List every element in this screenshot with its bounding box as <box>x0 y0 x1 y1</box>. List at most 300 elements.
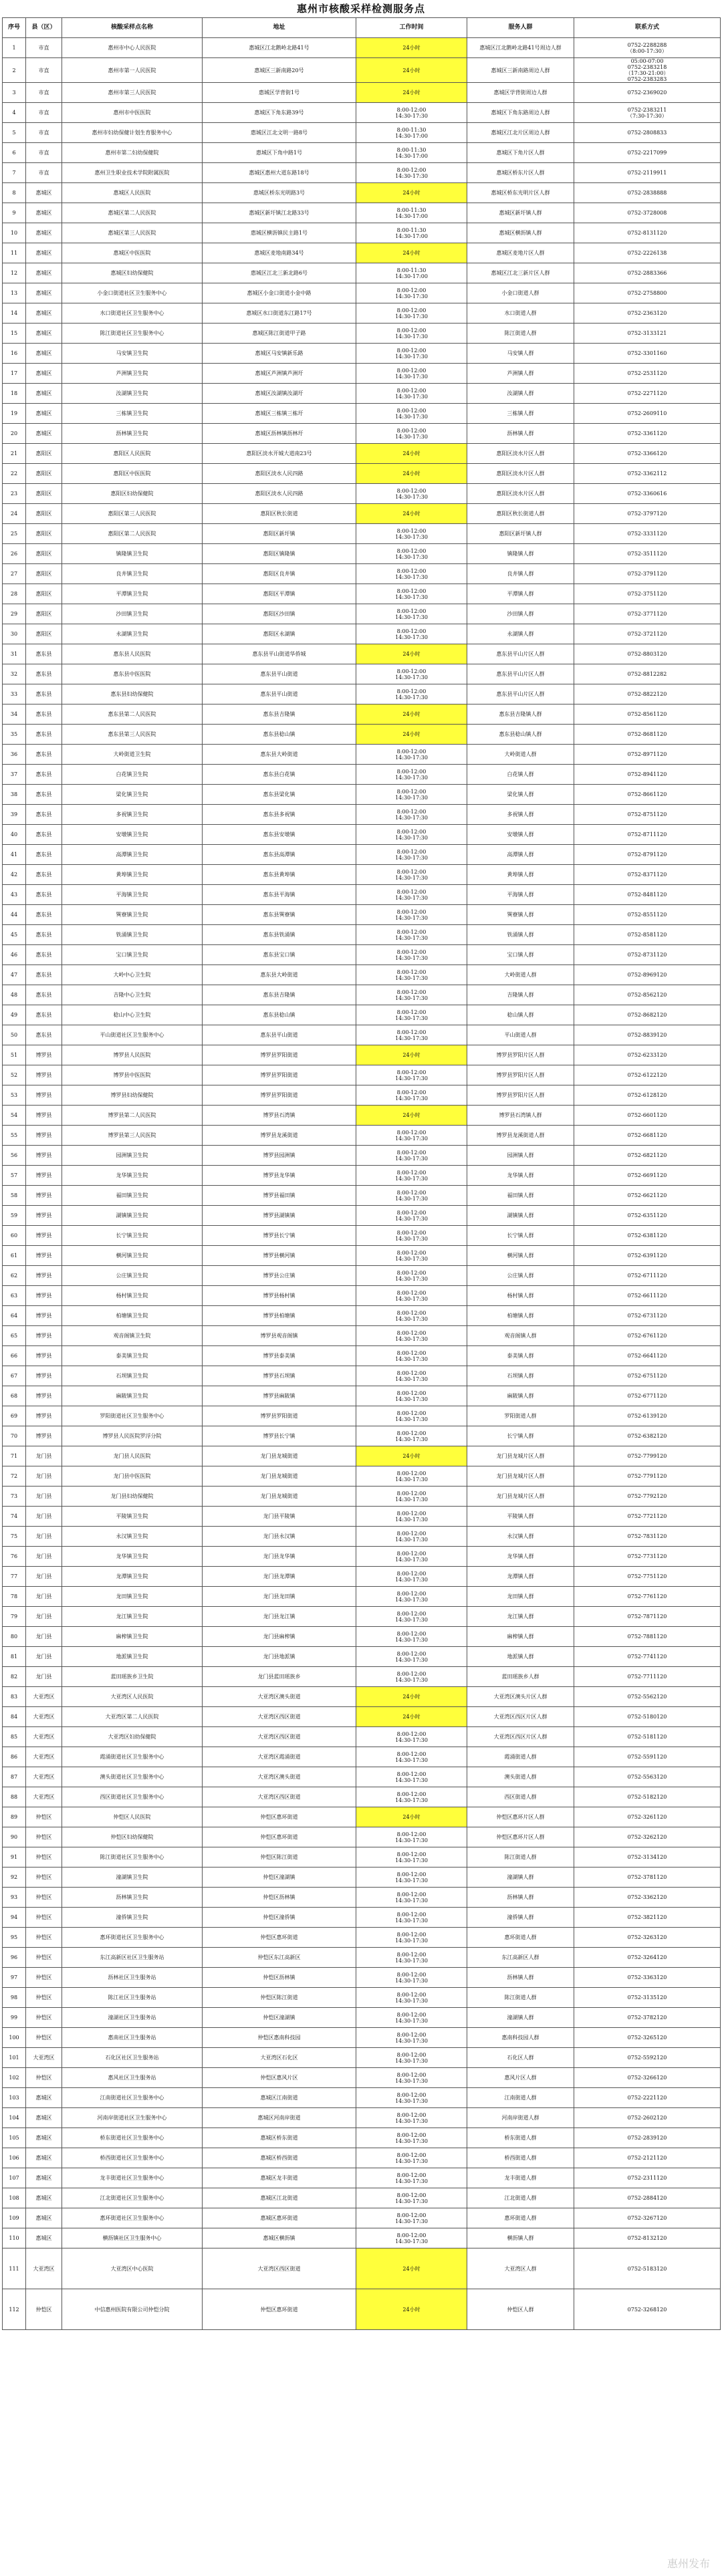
cell-site-name: 惠东县人民医院 <box>62 644 203 664</box>
table-row <box>3 1466 721 1487</box>
cell-service-group: 芦洲镇人群 <box>467 364 574 384</box>
cell-index: 90 <box>3 1827 26 1847</box>
cell-service-group: 桥西街道人群 <box>467 2148 574 2168</box>
cell-index: 38 <box>3 785 26 805</box>
cell-contact: 0752-2839120 <box>574 2128 721 2148</box>
cell-service-group: 惠城区下角片区人群 <box>467 143 574 163</box>
cell-service-group: 吉隆镇人群 <box>467 985 574 1005</box>
cell-hours: 8:00-12:00 14:30-17:30 <box>356 1888 467 1908</box>
cell-site-name: 仲恺区妇幼保健院 <box>62 1827 203 1847</box>
cell-district: 龙门县 <box>26 1507 62 1527</box>
cell-address: 惠阳区镇隆镇 <box>203 544 356 564</box>
cell-hours: 8:00-12:00 14:30-17:30 <box>356 885 467 905</box>
cell-contact: 0752-6611120 <box>574 1286 721 1306</box>
cell-address: 博罗县石坝镇 <box>203 1366 356 1386</box>
cell-site-name: 惠环街道社区卫生服务中心 <box>62 2208 203 2228</box>
cell-contact: 0752-2758800 <box>574 283 721 303</box>
table-row <box>3 1747 721 1767</box>
cell-address: 惠城区三栋镇三栋圩 <box>203 404 356 424</box>
table-row <box>3 2108 721 2128</box>
cell-district: 惠城区 <box>26 2108 62 2128</box>
cell-address: 龙门县麻榨镇 <box>203 1627 356 1647</box>
table-row <box>3 1326 721 1346</box>
cell-service-group: 公庄镇人群 <box>467 1266 574 1286</box>
cell-contact: 0752-6681120 <box>574 1126 721 1146</box>
table-row <box>3 1787 721 1807</box>
cell-address: 惠东县大岭街道 <box>203 745 356 765</box>
cell-hours: 8:00-12:00 14:30-17:30 <box>356 1787 467 1807</box>
cell-site-name: 沥林镇卫生院 <box>62 424 203 444</box>
cell-address: 博罗县长宁镇 <box>203 1426 356 1446</box>
cell-district: 惠东县 <box>26 805 62 825</box>
cell-service-group: 霞涌街道人群 <box>467 1747 574 1767</box>
cell-site-name: 大亚湾区中心医院 <box>62 2248 203 2289</box>
cell-service-group: 横沥镇人群 <box>467 2228 574 2248</box>
cell-district: 惠阳区 <box>26 544 62 564</box>
cell-service-group: 石化区人群 <box>467 2048 574 2068</box>
cell-hours: 8:00-12:00 14:30-17:30 <box>356 785 467 805</box>
cell-hours: 8:00-12:00 14:30-17:30 <box>356 1948 467 1968</box>
cell-hours: 8:00-12:00 14:30-17:30 <box>356 163 467 183</box>
table-row <box>3 1386 721 1406</box>
cell-hours: 8:00-12:00 14:30-17:30 <box>356 384 467 404</box>
cell-index: 55 <box>3 1126 26 1146</box>
cell-district: 龙门县 <box>26 1567 62 1587</box>
cell-service-group: 平潭镇人群 <box>467 584 574 604</box>
cell-hours: 24小时 <box>356 1446 467 1466</box>
cell-site-name: 永汉镇卫生院 <box>62 1527 203 1547</box>
cell-hours: 8:00-12:00 14:30-17:30 <box>356 103 467 123</box>
cell-site-name: 中信惠州医院有限公司仲恺分院 <box>62 2289 203 2330</box>
cell-index: 83 <box>3 1687 26 1707</box>
cell-site-name: 沥林镇卫生院 <box>62 1888 203 1908</box>
cell-district: 惠城区 <box>26 243 62 263</box>
cell-service-group: 龙华镇人群 <box>467 1166 574 1186</box>
cell-hours: 8:00-12:00 14:30-17:30 <box>356 1567 467 1587</box>
cell-district: 博罗县 <box>26 1246 62 1266</box>
cell-hours: 8:00-12:00 14:30-17:30 <box>356 344 467 364</box>
cell-district: 惠阳区 <box>26 504 62 524</box>
cell-contact: 0752-7792120 <box>574 1487 721 1507</box>
cell-service-group: 陈江街道人群 <box>467 1847 574 1867</box>
cell-district: 博罗县 <box>26 1386 62 1406</box>
cell-index: 7 <box>3 163 26 183</box>
cell-service-group: 惠城区下角东路周边人群 <box>467 103 574 123</box>
cell-site-name: 惠州市第三人民医院 <box>62 83 203 103</box>
cell-service-group: 园洲镇人群 <box>467 1146 574 1166</box>
cell-contact: 0752-6122120 <box>574 1065 721 1085</box>
cell-hours: 8:00-12:00 14:30-17:30 <box>356 283 467 303</box>
cell-service-group: 陈江街道人群 <box>467 324 574 344</box>
cell-index: 25 <box>3 524 26 544</box>
cell-service-group: 龙田镇人群 <box>467 1587 574 1607</box>
cell-address: 惠东县稔山镇 <box>203 725 356 745</box>
cell-address: 龙门县平陵镇 <box>203 1507 356 1527</box>
table-row <box>3 885 721 905</box>
cell-site-name: 博罗县人民医院 <box>62 1045 203 1065</box>
cell-district: 惠东县 <box>26 765 62 785</box>
cell-address: 惠城区江北鹅岭北路41号 <box>203 38 356 58</box>
cell-hours: 8:00-12:00 14:30-17:30 <box>356 1226 467 1246</box>
table-row <box>3 1948 721 1968</box>
cell-district: 惠城区 <box>26 2128 62 2148</box>
cell-index: 1 <box>3 38 26 58</box>
cell-contact: 0752-2808833 <box>574 123 721 143</box>
cell-site-name: 横河镇卫生院 <box>62 1246 203 1266</box>
cell-address: 惠城区桥东光明路3号 <box>203 183 356 203</box>
cell-district: 惠城区 <box>26 2208 62 2228</box>
cell-contact: 0752-5183120 <box>574 2248 721 2289</box>
cell-address: 仲恺区惠环街道 <box>203 1807 356 1827</box>
cell-hours: 8:00-12:00 14:30-17:30 <box>356 1847 467 1867</box>
table-row <box>3 203 721 223</box>
cell-service-group: 潼湖镇人群 <box>467 2008 574 2028</box>
cell-hours: 8:00-12:00 14:30-17:30 <box>356 1126 467 1146</box>
cell-contact: 0752-8551120 <box>574 905 721 925</box>
cell-hours: 8:00-12:00 14:30-17:30 <box>356 2208 467 2228</box>
cell-service-group: 地派镇人群 <box>467 1647 574 1667</box>
cell-site-name: 博罗县人民医院罗浮分院 <box>62 1426 203 1446</box>
cell-hours: 8:00-12:00 14:30-17:30 <box>356 925 467 945</box>
cell-index: 93 <box>3 1888 26 1908</box>
cell-hours: 8:00-12:00 14:30-17:30 <box>356 765 467 785</box>
cell-contact: 0752-2838888 <box>574 183 721 203</box>
cell-contact: 0752-7741120 <box>574 1647 721 1667</box>
cell-district: 博罗县 <box>26 1426 62 1446</box>
table-row <box>3 123 721 143</box>
cell-contact: 0752-2884120 <box>574 2188 721 2208</box>
cell-district: 惠城区 <box>26 303 62 324</box>
cell-index: 23 <box>3 484 26 504</box>
col-header-hours: 工作时间 <box>356 18 467 38</box>
cell-district: 惠东县 <box>26 684 62 704</box>
table-row <box>3 1346 721 1366</box>
cell-district: 惠东县 <box>26 905 62 925</box>
cell-contact: 0752-7711120 <box>574 1667 721 1687</box>
cell-hours: 8:00-12:00 14:30-17:30 <box>356 2088 467 2108</box>
cell-hours: 8:00-12:00 14:30-17:30 <box>356 1286 467 1306</box>
cell-index: 89 <box>3 1807 26 1827</box>
table-row <box>3 1888 721 1908</box>
table-row <box>3 1166 721 1186</box>
cell-index: 61 <box>3 1246 26 1266</box>
cell-contact: 0752-2221120 <box>574 2088 721 2108</box>
table-row <box>3 644 721 664</box>
cell-hours: 8:00-12:00 14:30-17:30 <box>356 745 467 765</box>
cell-service-group: 龙潭镇人群 <box>467 1567 574 1587</box>
table-row <box>3 1446 721 1466</box>
cell-address: 龙门县地派镇 <box>203 1647 356 1667</box>
cell-hours: 24小时 <box>356 83 467 103</box>
table-row <box>3 103 721 123</box>
cell-contact: 0752-6821120 <box>574 1146 721 1166</box>
cell-site-name: 平海镇卫生院 <box>62 885 203 905</box>
cell-contact: 0752-2288288 （8:00-17:30） <box>574 38 721 58</box>
cell-district: 惠城区 <box>26 384 62 404</box>
cell-address: 博罗县罗阳街道 <box>203 1045 356 1065</box>
table-header-row <box>3 18 721 38</box>
cell-contact: 0752-7761120 <box>574 1587 721 1607</box>
cell-address: 博罗县福田镇 <box>203 1186 356 1206</box>
cell-index: 74 <box>3 1507 26 1527</box>
page-title: 惠州市核酸采样检测服务点 <box>296 3 425 15</box>
cell-index: 87 <box>3 1767 26 1787</box>
cell-service-group: 石坝镇人群 <box>467 1366 574 1386</box>
cell-hours: 8:00-12:00 14:30-17:30 <box>356 1527 467 1547</box>
cell-service-group: 东江高新区人群 <box>467 1948 574 1968</box>
cell-contact: 0752-6391120 <box>574 1246 721 1266</box>
cell-address: 博罗县湖镇镇 <box>203 1206 356 1226</box>
cell-index: 86 <box>3 1747 26 1767</box>
cell-district: 博罗县 <box>26 1106 62 1126</box>
cell-service-group: 仲恺区惠环片区人群 <box>467 1827 574 1847</box>
cell-district: 惠东县 <box>26 725 62 745</box>
cell-address: 惠城区芦洲镇芦洲圩 <box>203 364 356 384</box>
table-row <box>3 745 721 765</box>
cell-site-name: 潼湖镇卫生院 <box>62 1867 203 1888</box>
cell-index: 71 <box>3 1446 26 1466</box>
cell-service-group: 大亚湾区人群 <box>467 2248 574 2289</box>
cell-district: 市直 <box>26 163 62 183</box>
cell-address: 惠东县吉隆镇 <box>203 985 356 1005</box>
cell-hours: 24小时 <box>356 444 467 464</box>
cell-site-name: 惠城区第二人民医院 <box>62 203 203 223</box>
cell-district: 仲恺区 <box>26 1948 62 1968</box>
cell-address: 惠城区江北街道 <box>203 2188 356 2208</box>
cell-service-group: 稔山镇人群 <box>467 1005 574 1025</box>
cell-district: 惠东县 <box>26 1025 62 1045</box>
cell-index: 98 <box>3 1988 26 2008</box>
cell-site-name: 柏塘镇卫生院 <box>62 1306 203 1326</box>
table-row <box>3 243 721 263</box>
cell-index: 63 <box>3 1286 26 1306</box>
cell-address: 惠阳区淡水开城大道南23号 <box>203 444 356 464</box>
table-row <box>3 1005 721 1025</box>
cell-site-name: 水口街道社区卫生服务中心 <box>62 303 203 324</box>
table-row <box>3 524 721 544</box>
cell-hours: 24小时 <box>356 1106 467 1126</box>
cell-district: 龙门县 <box>26 1466 62 1487</box>
cell-index: 48 <box>3 985 26 1005</box>
cell-address: 龙门县龙田镇 <box>203 1587 356 1607</box>
cell-hours: 8:00-12:00 14:30-17:30 <box>356 2048 467 2068</box>
cell-index: 76 <box>3 1547 26 1567</box>
cell-hours: 8:00-12:00 14:30-17:30 <box>356 324 467 344</box>
cell-hours: 8:00-12:00 14:30-17:30 <box>356 1326 467 1346</box>
cell-contact: 0752-8822120 <box>574 684 721 704</box>
cell-site-name: 龙门县妇幼保健院 <box>62 1487 203 1507</box>
cell-address: 惠城区汝湖镇汝湖圩 <box>203 384 356 404</box>
cell-site-name: 石化区社区卫生服务站 <box>62 2048 203 2068</box>
cell-index: 31 <box>3 644 26 664</box>
cell-site-name: 长宁镇卫生院 <box>62 1226 203 1246</box>
cell-site-name: 多祝镇卫生院 <box>62 805 203 825</box>
cell-district: 龙门县 <box>26 1487 62 1507</box>
cell-address: 龙门县龙潭镇 <box>203 1567 356 1587</box>
cell-hours: 8:00-12:00 14:30-17:30 <box>356 1867 467 1888</box>
cell-site-name: 平陵镇卫生院 <box>62 1507 203 1527</box>
cell-contact: 0752-6621120 <box>574 1186 721 1206</box>
cell-address: 惠城区下角东路39号 <box>203 103 356 123</box>
cell-district: 仲恺区 <box>26 2008 62 2028</box>
cell-address: 仲恺区东江高新区 <box>203 1948 356 1968</box>
cell-address: 博罗县罗阳街道 <box>203 1406 356 1426</box>
cell-hours: 8:00-12:00 14:30-17:30 <box>356 1647 467 1667</box>
cell-contact: 0752-3361120 <box>574 424 721 444</box>
table-row <box>3 183 721 203</box>
cell-site-name: 芦洲镇卫生院 <box>62 364 203 384</box>
cell-contact: 0752-6139120 <box>574 1406 721 1426</box>
cell-district: 惠东县 <box>26 745 62 765</box>
cell-index: 103 <box>3 2088 26 2108</box>
cell-service-group: 仲恺区人群 <box>467 2289 574 2330</box>
cell-address: 仲恺区惠环街道 <box>203 2289 356 2330</box>
cell-hours: 8:00-12:00 14:30-17:30 <box>356 303 467 324</box>
cell-site-name: 惠东县第三人民医院 <box>62 725 203 745</box>
table-row <box>3 1226 721 1246</box>
cell-service-group: 惠阳区淡水片区人群 <box>467 444 574 464</box>
cell-service-group: 惠城区横沥镇人群 <box>467 223 574 243</box>
cell-hours: 8:00-12:00 14:30-17:30 <box>356 1085 467 1106</box>
table-row <box>3 1707 721 1727</box>
cell-index: 99 <box>3 2008 26 2028</box>
cell-contact: 0752-7731120 <box>574 1547 721 1567</box>
cell-contact: 0752-2363120 <box>574 303 721 324</box>
cell-hours: 8:00-12:00 14:30-17:30 <box>356 1386 467 1406</box>
cell-site-name: 河南岸街道社区卫生服务中心 <box>62 2108 203 2128</box>
cell-index: 49 <box>3 1005 26 1025</box>
cell-service-group: 平海镇人群 <box>467 885 574 905</box>
cell-address: 惠东县白花镇 <box>203 765 356 785</box>
cell-contact: 0752-7881120 <box>574 1627 721 1647</box>
cell-contact: 0752-6731120 <box>574 1306 721 1326</box>
cell-service-group: 惠城区江北三新片区人群 <box>467 263 574 283</box>
cell-hours: 8:00-12:00 14:30-17:30 <box>356 2108 467 2128</box>
cell-service-group: 惠城区麦地片区人群 <box>467 243 574 263</box>
cell-service-group: 陈江街道人群 <box>467 1988 574 2008</box>
cell-address: 博罗县杨村镇 <box>203 1286 356 1306</box>
cell-site-name: 白花镇卫生院 <box>62 765 203 785</box>
cell-hours: 8:00-12:00 14:30-17:30 <box>356 1186 467 1206</box>
cell-contact: 0752-6711120 <box>574 1266 721 1286</box>
cell-address: 仲恺区惠南科技园 <box>203 2028 356 2048</box>
cell-contact: 0752-3331120 <box>574 524 721 544</box>
cell-hours: 8:00-12:00 14:30-17:30 <box>356 1406 467 1426</box>
cell-site-name: 惠州卫生职业技术学院附属医院 <box>62 163 203 183</box>
cell-address: 大亚湾区西区街道 <box>203 1707 356 1727</box>
cell-index: 97 <box>3 1968 26 1988</box>
cell-site-name: 大亚湾区人民医院 <box>62 1687 203 1707</box>
table-row <box>3 1968 721 1988</box>
cell-address: 惠阳区淡水人民四路 <box>203 484 356 504</box>
cell-index: 77 <box>3 1567 26 1587</box>
cell-contact: 0752-2383211 （7:30-17:30） <box>574 103 721 123</box>
cell-service-group: 小金口街道人群 <box>467 283 574 303</box>
table-row <box>3 1827 721 1847</box>
cell-hours: 8:00-12:00 14:30-17:30 <box>356 2008 467 2028</box>
cell-district: 博罗县 <box>26 1346 62 1366</box>
cell-district: 惠东县 <box>26 865 62 885</box>
cell-district: 博罗县 <box>26 1206 62 1226</box>
cell-index: 78 <box>3 1587 26 1607</box>
cell-contact: 0752-2271120 <box>574 384 721 404</box>
cell-site-name: 吉隆中心卫生院 <box>62 985 203 1005</box>
cell-district: 市直 <box>26 143 62 163</box>
table-row <box>3 344 721 364</box>
cell-service-group: 江北街道人群 <box>467 2188 574 2208</box>
cell-contact: 0752-3360616 <box>574 484 721 504</box>
cell-contact: 0752-7751120 <box>574 1567 721 1587</box>
cell-district: 龙门县 <box>26 1607 62 1627</box>
cell-service-group: 龙江镇人群 <box>467 1607 574 1627</box>
cell-index: 70 <box>3 1426 26 1446</box>
cell-index: 8 <box>3 183 26 203</box>
cell-hours: 8:00-12:00 14:30-17:30 <box>356 1988 467 2008</box>
cell-index: 26 <box>3 544 26 564</box>
cell-contact: 0752-3362120 <box>574 1888 721 1908</box>
cell-address: 惠城区横沥镇 <box>203 2228 356 2248</box>
cell-site-name: 惠城区中医医院 <box>62 243 203 263</box>
table-row <box>3 424 721 444</box>
cell-address: 惠城区沥林镇沥林圩 <box>203 424 356 444</box>
cell-address: 博罗县龙溪街道 <box>203 1126 356 1146</box>
table-row <box>3 1085 721 1106</box>
cell-site-name: 沙田镇卫生院 <box>62 604 203 624</box>
table-row <box>3 765 721 785</box>
cell-service-group: 沥林镇人群 <box>467 1888 574 1908</box>
cell-address: 惠阳区淡水人民四路 <box>203 464 356 484</box>
cell-district: 惠东县 <box>26 925 62 945</box>
cell-contact: 0752-6128120 <box>574 1085 721 1106</box>
cell-district: 大亚湾区 <box>26 1687 62 1707</box>
table-row <box>3 2289 721 2330</box>
cell-contact: 0752-8561120 <box>574 704 721 725</box>
cell-index: 42 <box>3 865 26 885</box>
table-row <box>3 825 721 845</box>
cell-service-group: 桥东街道人群 <box>467 2128 574 2148</box>
cell-district: 博罗县 <box>26 1186 62 1206</box>
cell-index: 20 <box>3 424 26 444</box>
cell-site-name: 蓝田瑶族乡卫生院 <box>62 1667 203 1687</box>
cell-index: 111 <box>3 2248 26 2289</box>
cell-index: 62 <box>3 1266 26 1286</box>
cell-hours: 8:00-12:00 14:30-17:30 <box>356 1627 467 1647</box>
cell-district: 博罗县 <box>26 1306 62 1326</box>
cell-index: 30 <box>3 624 26 644</box>
cell-hours: 8:00-12:00 14:30-17:30 <box>356 1587 467 1607</box>
cell-address: 惠城区江南街道 <box>203 2088 356 2108</box>
cell-hours: 8:00-12:00 14:30-17:30 <box>356 1827 467 1847</box>
cell-district: 市直 <box>26 38 62 58</box>
cell-district: 龙门县 <box>26 1667 62 1687</box>
cell-index: 52 <box>3 1065 26 1085</box>
cell-contact: 0752-3265120 <box>574 2028 721 2048</box>
cell-service-group: 罗阳街道人群 <box>467 1406 574 1426</box>
cell-contact: 0752-2311120 <box>574 2168 721 2188</box>
cell-hours: 8:00-12:00 14:30-17:30 <box>356 2168 467 2188</box>
cell-contact: 0752-2531120 <box>574 364 721 384</box>
cell-site-name: 潼湖社区卫生服务站 <box>62 2008 203 2028</box>
cell-service-group: 麻榨镇人群 <box>467 1627 574 1647</box>
cell-service-group: 潼侨镇人群 <box>467 1908 574 1928</box>
cell-site-name: 石坝镇卫生院 <box>62 1366 203 1386</box>
cell-contact: 0752-3728008 <box>574 203 721 223</box>
cell-contact: 0752-6351120 <box>574 1206 721 1226</box>
cell-index: 60 <box>3 1226 26 1246</box>
cell-contact: 0752-3821120 <box>574 1908 721 1928</box>
cell-service-group: 三栋镇人群 <box>467 404 574 424</box>
col-header-address: 地址 <box>203 18 356 38</box>
